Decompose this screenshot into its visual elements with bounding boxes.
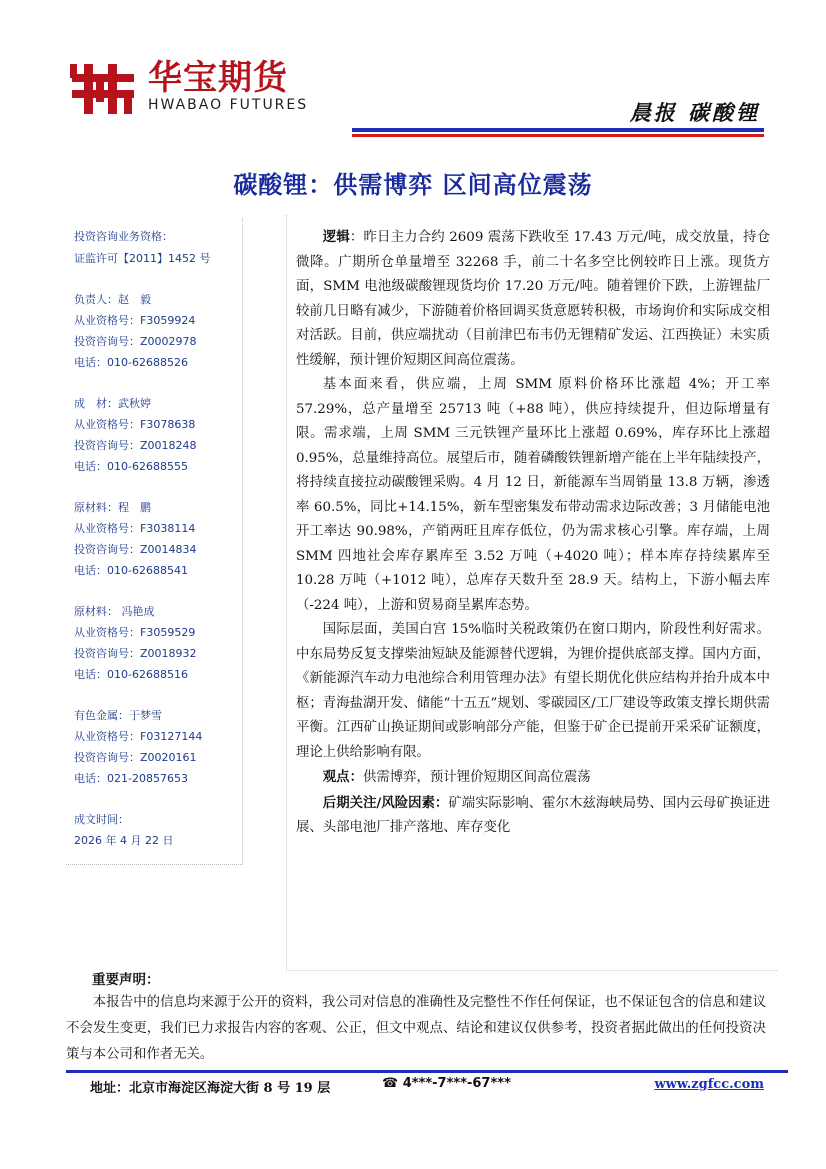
logo-chinese-name: 华宝期货 [148,58,288,98]
contact-role: 有色金属：于梦雪 [74,709,162,722]
view-label: 观点： [322,769,363,785]
contact-phone: 电话：010-62688555 [74,460,188,473]
contact-phone: 电话：010-62688526 [74,356,188,369]
qualification-value: 证监许可【2011】1452 号 [74,252,211,265]
macro-paragraph: 国际层面，美国白宫 15%临时关税政策仍在窗口期内，阶段性利好需求。中东局势反复支撑柴油短缺及能源替代逻辑，为锂价提供底部支撑。国内方面，《新能源汽车动力电池综合利用管理办法》有望长期优化供应结构并抬升成本中枢；青海盐湖开发、储能“十五五”规划、零碳园区/工厂建设等政策支撑长期供需平衡。江西矿山换证期间或影响部分产能，但鉴于矿企已提前开采采矿证额度，理论上供给影响有限。 [296,622,770,760]
report-body [296,225,770,841]
contact-advisory: 投资咨询号：Z0018932 [74,647,197,660]
contact-license: 从业资格号：F3059529 [74,626,196,639]
risk-label: 后期关注/风险因素： [322,794,449,811]
sidebar-contacts [66,218,243,865]
contact-role: 原材料： 冯艳成 [74,605,155,618]
logic-paragraph [296,225,770,373]
contact-license: 从业资格号：F3078638 [74,418,196,431]
footer-website-link[interactable]: www.zgfcc.com [654,1077,764,1092]
footer-address: 地址：北京市海淀区海淀大街 8 号 19 层 [90,1081,331,1096]
disclaimer-paragraph: 本报告中的信息均来源于公开的资料，我公司对信息的准确性及完整性不作任何保证，也不保证包含的信息和建议不会发生变更，我们已力求报告内容的客观、公正，但文中观点、结论和建议仅供参考，投资者据此做出的任何投资决策与本公司和作者无关。 [66,995,766,1062]
disclaimer-title: 重要声明： [92,972,160,988]
qualification-label: 投资咨询业务资格： [74,230,173,243]
contact-advisory: 投资咨询号：Z0002978 [74,335,197,348]
report-type: 晨报 碳酸锂 [629,100,760,125]
footer-rule [66,1070,788,1073]
contact-phone: 电话：010-62688516 [74,668,188,681]
header-rule-red [352,134,764,137]
contact-advisory: 投资咨询号：Z0018248 [74,439,197,452]
contact-license: 从业资格号：F3038114 [74,522,196,535]
view-paragraph [296,765,770,791]
date-value: 2026 年 4 月 22 日 [74,834,174,847]
contact-role: 成 材：武秋婷 [74,397,151,410]
logo-english-name: HWABAO FUTURES [148,97,309,113]
contact-role: 原材料：程 鹏 [74,501,151,514]
header-rule-blue [352,128,764,132]
risk-text: 矿端实际影响、霍尔木兹海峡局势、国内云母矿换证进展、头部电池厂排产落地、库存变化 [296,795,771,835]
date-label: 成文时间： [74,813,129,826]
company-logo-icon [70,60,136,118]
page-title: 碳酸锂：供需博弈 区间高位震荡 [233,170,593,199]
contact-advisory: 投资咨询号：Z0014834 [74,543,197,556]
contact-phone: 电话：021-20857653 [74,772,188,785]
contact-phone: 电话：010-62688541 [74,564,188,577]
contact-role: 负责人：赵 毅 [74,293,151,306]
risk-paragraph [296,791,770,841]
footer-phone: ☎ 4***-7***-67*** [382,1076,511,1091]
logic-label: 逻辑 [322,229,350,245]
contact-license: 从业资格号：F03127144 [74,730,203,743]
logic-text: ：昨日主力合约 2609 震荡下跌收至 17.43 万元/吨，成交放量，持仓微降。广期所仓单量增至 32268 手，前二十名多空比例较昨日上涨。现货方面，SMM 电池级碳酸锂现货均价 17.20 万元/吨。随着锂价下跌，上游锂盐厂较前几日略有减少，下游随着价格回调买货意愿转积极，市场询价和实际成交相对活跃。目前，供应端扰动（目前津巴布韦仍无锂精矿发运、江西换证）未实质性缓解，预计锂价短期区间高位震荡。 [296,230,770,368]
disclaimer-text [66,990,766,1068]
view-text: 供需博弈，预计锂价短期区间高位震荡 [362,770,591,785]
fundamentals-paragraph: 基本面来看，供应端，上周 SMM 原料价格环比涨超 4%；开工率 57.29%，总产量增至 25713 吨（+88 吨），供应持续提升，但边际增量有限。需求端，上周 SMM 三元铁锂产量环比上涨超 0.69%，库存环比上涨超 0.95%，总量维持高位。展望后市，随着磷酸铁锂新增产能在上半年陆续投产，将持续直接拉动碳酸锂采购。4 月 12 日，新能源车当周销量 13.8 万辆，渗透率 60.5%，同比+14.15%，新车型密集发布带动需求边际改善；3 月储能电池开工率达 90.98%，产销两旺且库存低位，仍为需求核心引擎。库存端，上周 SMM 四地社会库存累库至 3.52 万吨（+4020 吨）；样本库存持续累库至 10.28 万吨（+1012 吨），总库存天数升至 28.9 天。结构上，下游小幅去库（-224 吨），上游和贸易商呈累库态势。 [296,377,770,613]
contact-advisory: 投资咨询号：Z0020161 [74,751,197,764]
contact-license: 从业资格号：F3059924 [74,314,196,327]
